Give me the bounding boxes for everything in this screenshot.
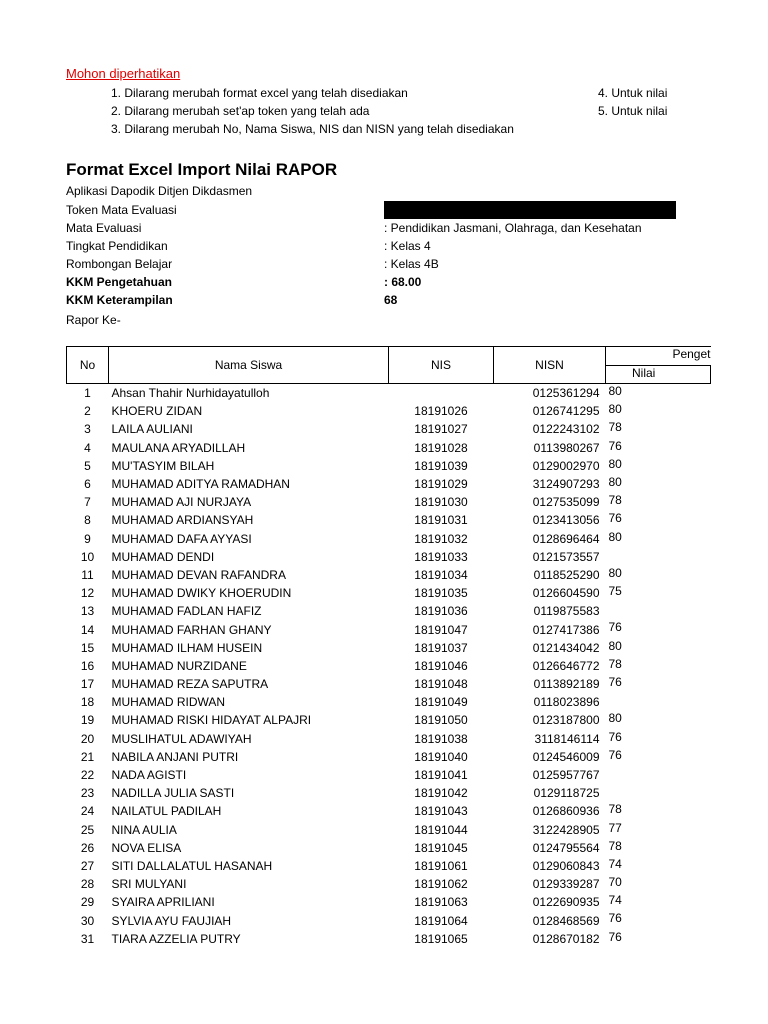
cell-no: 17 <box>80 677 95 692</box>
cell-no: 4 <box>84 440 91 455</box>
cell-nisn: 0124546009 <box>532 749 600 764</box>
rombel-value: : Kelas 4B <box>384 257 439 271</box>
cell-nisn: 0123413056 <box>532 513 600 528</box>
cell-nilai <box>606 548 711 566</box>
table-row <box>67 602 711 620</box>
cell-nilai: 78 <box>608 802 622 817</box>
cell-nilai: 80 <box>608 565 622 580</box>
cell-no: 16 <box>80 658 95 673</box>
cell-nama: NAILATUL PADILAH <box>111 804 222 819</box>
cell-nisn: 0126741295 <box>532 404 600 419</box>
cell-nis: 18191041 <box>414 768 468 783</box>
token-label: Token Mata Evaluasi <box>66 203 177 217</box>
cell-no: 26 <box>80 840 95 855</box>
cell-no: 9 <box>84 531 91 546</box>
cell-nama: MUSLIHATUL ADAWIYAH <box>111 731 252 746</box>
cell-nilai <box>606 602 711 620</box>
cell-nilai: 76 <box>608 511 622 526</box>
cell-nama: MUHAMAD DAFA AYYASI <box>111 531 252 546</box>
cell-nama: MUHAMAD FADLAN HAFIZ <box>111 604 262 619</box>
cell-nilai: 76 <box>608 929 622 944</box>
cell-nis: 18191050 <box>414 713 468 728</box>
cell-nilai: 74 <box>608 893 622 908</box>
cell-nilai: 76 <box>608 438 622 453</box>
cell-no: 29 <box>80 895 95 910</box>
cell-nisn: 0124795564 <box>532 840 600 855</box>
cell-nama: MUHAMAD DENDI <box>111 549 215 564</box>
table-row <box>67 693 711 711</box>
rombel-label: Rombongan Belajar <box>66 257 173 271</box>
cell-nisn: 0122243102 <box>532 422 600 437</box>
page-title: Format Excel Import Nilai RAPOR <box>66 160 338 179</box>
cell-no: 18 <box>80 695 95 710</box>
cell-no: 20 <box>80 731 95 746</box>
cell-nama: NABILA ANJANI PUTRI <box>111 749 239 764</box>
cell-nilai <box>606 784 711 802</box>
col-header-nilai: Nilai <box>606 366 711 384</box>
cell-nama: MUHAMAD ARDIANSYAH <box>111 513 254 528</box>
col-header-nis: NIS <box>389 347 494 384</box>
kkm-pengetahuan-value: : 68.00 <box>384 275 422 289</box>
cell-nisn: 0118525290 <box>533 567 600 582</box>
cell-nisn: 0129060843 <box>532 858 600 873</box>
cell-nilai: 77 <box>608 820 622 835</box>
cell-nisn: 3122428905 <box>532 822 600 837</box>
cell-no: 23 <box>80 786 95 801</box>
table-row <box>67 402 711 420</box>
tingkat-value: : Kelas 4 <box>384 239 431 253</box>
cell-no: 5 <box>84 458 91 473</box>
cell-nis: 18191043 <box>414 804 468 819</box>
cell-nama: NINA AULIA <box>111 822 177 837</box>
table-row <box>67 566 711 584</box>
cell-nis: 18191049 <box>414 695 468 710</box>
table-row <box>67 766 711 784</box>
cell-nilai: 78 <box>608 493 622 508</box>
cell-nis: 18191036 <box>414 604 468 619</box>
table-row <box>67 911 711 929</box>
cell-no: 2 <box>84 404 91 419</box>
cell-nisn: 0129339287 <box>532 877 600 892</box>
col-header-nisn: NISN <box>494 347 606 384</box>
cell-nilai: 76 <box>608 747 622 762</box>
cell-no: 25 <box>80 822 95 837</box>
table-row <box>67 475 711 493</box>
cell-nisn: 0127535099 <box>532 495 600 510</box>
cell-nilai: 80 <box>608 456 622 471</box>
table-row <box>67 530 711 548</box>
cell-nis: 18191033 <box>414 549 468 564</box>
cell-no: 6 <box>84 477 91 492</box>
cell-nilai: 78 <box>608 838 622 853</box>
cell-nisn: 0118023896 <box>533 695 600 710</box>
cell-nama: MUHAMAD ADITYA RAMADHAN <box>111 477 290 492</box>
cell-nilai: 74 <box>608 856 622 871</box>
cell-nisn: 0113892189 <box>533 677 600 692</box>
table-row <box>67 439 711 457</box>
cell-nama: NADA AGISTI <box>111 768 187 783</box>
table-row <box>67 657 711 675</box>
cell-nama: NADILLA JULIA SASTI <box>111 786 235 801</box>
cell-nilai: 76 <box>608 620 622 635</box>
cell-nama: SYAIRA APRILIANI <box>111 895 215 910</box>
table-row <box>67 802 711 820</box>
table-row <box>67 548 711 566</box>
cell-nisn: 0128468569 <box>532 913 600 928</box>
kkm-keterampilan-label: KKM Keterampilan <box>66 293 173 307</box>
cell-nis: 18191061 <box>414 858 468 873</box>
cell-no: 11 <box>81 567 94 582</box>
notice-item-3: 3. Dilarang merubah No, Nama Siswa, NIS dan NISN yang telah disediakan <box>111 122 514 136</box>
cell-nis: 18191032 <box>414 531 468 546</box>
cell-nama: MUHAMAD NURZIDANE <box>111 658 247 673</box>
notice-title: Mohon diperhatikan <box>66 66 181 81</box>
table-row <box>67 584 711 602</box>
cell-no: 19 <box>80 713 95 728</box>
cell-no: 15 <box>80 640 95 655</box>
cell-nisn: 0128696464 <box>532 531 600 546</box>
kkm-pengetahuan-label: KKM Pengetahuan <box>66 275 173 289</box>
notice-item-1: 1. Dilarang merubah format excel yang telah disediakan <box>111 86 408 100</box>
cell-nisn: 0119875583 <box>533 604 600 619</box>
cell-no: 10 <box>80 549 95 564</box>
cell-nama: MAULANA ARYADILLAH <box>111 440 246 455</box>
cell-nilai: 75 <box>608 584 622 599</box>
cell-nilai: 78 <box>608 656 622 671</box>
cell-nisn: 0121434042 <box>532 640 600 655</box>
cell-nis: 18191040 <box>414 749 468 764</box>
cell-nisn: 0125361294 <box>532 386 600 401</box>
cell-nis: 18191038 <box>414 731 468 746</box>
table-row <box>67 930 711 948</box>
col-header-nama: Nama Siswa <box>109 347 389 384</box>
cell-nama: MU'TASYIM BILAH <box>111 458 215 473</box>
cell-nilai: 80 <box>608 529 622 544</box>
cell-nilai: 76 <box>608 729 622 744</box>
table-row <box>67 839 711 857</box>
cell-nama: LAILA AULIANI <box>111 422 193 437</box>
cell-nis: 18191035 <box>414 586 468 601</box>
cell-nilai: 78 <box>608 420 622 435</box>
cell-nis: 18191048 <box>414 677 468 692</box>
tingkat-label: Tingkat Pendidikan <box>66 239 168 253</box>
cell-nisn: 0125957767 <box>532 768 600 783</box>
cell-nis: 18191065 <box>414 931 468 946</box>
cell-no: 7 <box>84 495 91 510</box>
table-row <box>67 893 711 911</box>
table-row <box>67 639 711 657</box>
table-row <box>67 457 711 475</box>
cell-nama: NOVA ELISA <box>111 840 182 855</box>
table-row <box>67 821 711 839</box>
cell-nis: 18191045 <box>414 840 468 855</box>
notice-item-5: 5. Untuk nilai <box>598 104 668 118</box>
table-row <box>67 857 711 875</box>
cell-nis: 18191042 <box>414 786 468 801</box>
table-row <box>67 711 711 729</box>
cell-nis: 18191063 <box>414 895 468 910</box>
cell-nilai: 70 <box>608 875 622 890</box>
cell-nama: MUHAMAD FARHAN GHANY <box>111 622 272 637</box>
cell-no: 21 <box>80 749 95 764</box>
cell-nis: 18191062 <box>414 877 468 892</box>
notice-item-4: 4. Untuk nilai <box>598 86 668 100</box>
table-row <box>67 875 711 893</box>
cell-nama: MUHAMAD ILHAM HUSEIN <box>111 640 263 655</box>
cell-nis: 18191037 <box>414 640 468 655</box>
table-row <box>67 730 711 748</box>
cell-nisn: 0127417386 <box>532 622 600 637</box>
cell-no: 28 <box>80 877 95 892</box>
cell-nama: MUHAMAD DWIKY KHOERUDIN <box>111 586 292 601</box>
cell-nilai: 80 <box>608 402 622 417</box>
cell-nama: SYLVIA AYU FAUJIAH <box>111 913 232 928</box>
notice-item-2: 2. Dilarang merubah set'ap token yang telah ada <box>111 104 370 118</box>
cell-nisn: 0126604590 <box>532 586 600 601</box>
cell-no: 30 <box>80 913 95 928</box>
cell-nisn: 0129002970 <box>532 458 600 473</box>
cell-nisn: 0126860936 <box>532 804 600 819</box>
cell-nama: MUHAMAD REZA SAPUTRA <box>111 677 269 692</box>
cell-nisn: 0123187800 <box>532 713 600 728</box>
cell-nis <box>389 384 494 403</box>
table-row <box>67 420 711 438</box>
cell-no: 31 <box>80 931 95 946</box>
kkm-keterampilan-value: 68 <box>384 293 398 307</box>
cell-no: 1 <box>84 386 91 401</box>
cell-no: 24 <box>80 804 95 819</box>
cell-nama: MUHAMAD RIDWAN <box>111 695 226 710</box>
cell-nama: TIARA AZZELIA PUTRY <box>111 931 241 946</box>
cell-nama: Ahsan Thahir Nurhidayatulloh <box>111 386 270 401</box>
cell-nilai: 80 <box>608 711 622 726</box>
table-row <box>67 748 711 766</box>
cell-nisn: 0113980267 <box>533 440 600 455</box>
mata-evaluasi-label: Mata Evaluasi <box>66 221 142 235</box>
cell-nis: 18191030 <box>414 495 468 510</box>
col-header-pengetahuan: Penget <box>606 347 711 366</box>
cell-nis: 18191034 <box>414 567 468 582</box>
cell-nis: 18191039 <box>414 458 468 473</box>
cell-nama: KHOERU ZIDAN <box>111 404 203 419</box>
cell-nama: MUHAMAD RISKI HIDAYAT ALPAJRI <box>111 713 312 728</box>
cell-nis: 18191027 <box>414 422 468 437</box>
cell-nis: 18191044 <box>414 822 468 837</box>
cell-nis: 18191047 <box>414 622 468 637</box>
cell-nis: 18191029 <box>414 477 468 492</box>
grades-table <box>66 346 711 948</box>
cell-nama: MUHAMAD DEVAN RAFANDRA <box>111 567 286 582</box>
cell-no: 12 <box>80 586 95 601</box>
cell-nama: SITI DALLALATUL HASANAH <box>111 858 273 873</box>
cell-no: 3 <box>84 422 91 437</box>
cell-nisn: 3118146114 <box>534 731 600 746</box>
cell-nisn: 0126646772 <box>532 658 600 673</box>
cell-no: 8 <box>84 513 91 528</box>
cell-no: 14 <box>80 622 95 637</box>
rapor-ke-label: Rapor Ke- <box>66 313 121 327</box>
cell-nama: MUHAMAD AJI NURJAYA <box>111 495 252 510</box>
cell-nisn: 3124907293 <box>532 477 600 492</box>
table-row <box>67 675 711 693</box>
cell-nama: SRI MULYANI <box>111 877 187 892</box>
cell-nis: 18191064 <box>414 913 468 928</box>
cell-nisn: 0121573557 <box>532 549 600 564</box>
cell-nis: 18191028 <box>414 440 468 455</box>
cell-nis: 18191031 <box>414 513 468 528</box>
cell-nilai <box>606 693 711 711</box>
table-row <box>67 493 711 511</box>
cell-nilai: 76 <box>608 911 622 926</box>
cell-nis: 18191046 <box>414 658 468 673</box>
token-value-box <box>384 201 676 219</box>
cell-nisn: 0129118725 <box>533 786 600 801</box>
cell-nis: 18191026 <box>414 404 468 419</box>
cell-nilai: 76 <box>608 675 622 689</box>
cell-no: 22 <box>80 768 95 783</box>
cell-nilai: 80 <box>608 474 622 489</box>
col-header-no: No <box>67 347 109 384</box>
cell-no: 27 <box>80 858 95 873</box>
cell-no: 13 <box>80 604 95 619</box>
table-row <box>67 511 711 529</box>
table-row <box>67 784 711 802</box>
cell-nilai: 80 <box>608 638 622 653</box>
cell-nilai: 80 <box>608 384 622 398</box>
cell-nisn: 0128670182 <box>532 931 600 946</box>
cell-nisn: 0122690935 <box>532 895 600 910</box>
cell-nilai <box>606 766 711 784</box>
table-row <box>67 620 711 638</box>
page-subtitle: Aplikasi Dapodik Ditjen Dikdasmen <box>66 184 253 198</box>
mata-evaluasi-value: : Pendidikan Jasmani, Olahraga, dan Kesehatan <box>384 221 642 235</box>
table-row <box>67 384 711 403</box>
